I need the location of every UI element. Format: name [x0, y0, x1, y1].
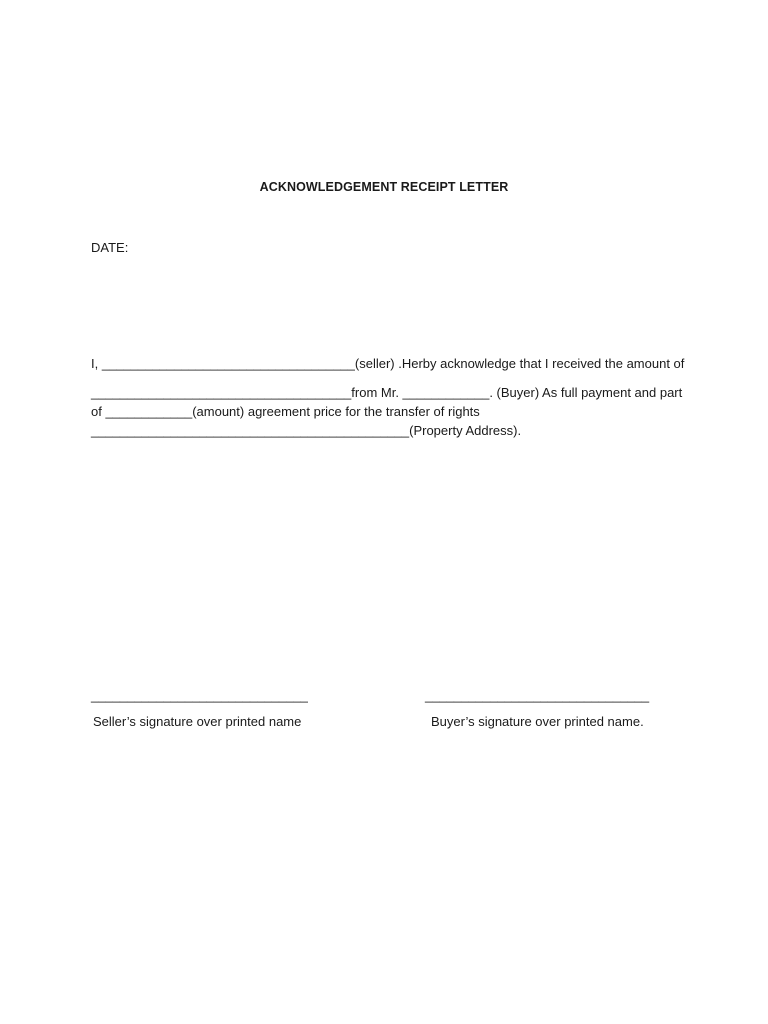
seller-signature-line: ______________________________ [91, 688, 308, 703]
body-line-3: of ____________(amount) agreement price for the transfer of rights [91, 404, 480, 419]
buyer-signature-line: _______________________________ [425, 688, 650, 703]
body-line-2: ____________________________________from Mr. ____________. (Buyer) As full payment and part [91, 385, 683, 400]
body-line-1: I, ___________________________________(seller) .Herby acknowledge that I received the amount of [91, 356, 685, 371]
document-title: ACKNOWLEDGEMENT RECEIPT LETTER [259, 180, 509, 194]
body-line-4: ____________________________________________(Property Address). [91, 423, 522, 438]
buyer-signature-label: Buyer’s signature over printed name. [431, 714, 644, 729]
seller-signature-label: Seller’s signature over printed name [93, 714, 302, 729]
date-label: DATE: [91, 240, 129, 255]
